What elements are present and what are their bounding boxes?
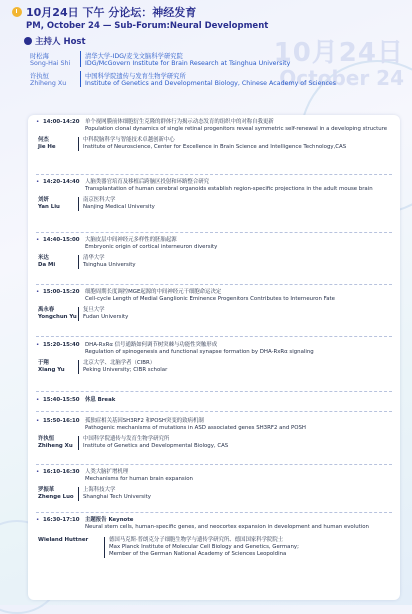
speaker-institution-cn: 清华大学 [83,255,105,262]
divider [36,284,392,285]
session-time: 15:50-16:10 [43,418,80,424]
session-time: 14:20-14:40 [43,179,80,185]
host-heading-label: 主持人 Host [35,37,86,47]
host-name-cn: 时松海 [30,53,49,60]
watermark-line: 10月24日 [273,38,404,68]
speaker-name-cn: 刘妍 [38,197,49,204]
host-name-en: Song-Hai Shi [30,60,71,67]
speaker-institution-en: Institute of Neuroscience, Center for Excellence in Brain Science and Intelligence Technology,CAS [83,144,347,151]
speaker-name-en: Zhiheng Xu [38,442,73,449]
speaker-name-cn: 米达 [38,255,49,262]
speaker-name-cn: 禹永春 [38,307,55,314]
speaker-name-cn: 罗振革 [38,487,55,494]
speaker-name-cn: 许执恒 [38,436,55,443]
speaker-institution-en: Nanjing Medical University [83,204,155,211]
title-row [12,4,402,20]
session-title-en: Transplantation of human cerebral organoids establish region-specific projections in the adult mouse brain [85,186,373,193]
page-header [12,4,404,90]
schedule-panel [28,115,400,600]
session-time: 16:10-16:30 [43,469,80,475]
session-title-en: Neural stem cells, human-specific genes, and neocortex expansion in development and human evolution [85,524,369,531]
speaker-institution-en: Max Planck Institute of Molecular Cell Biology and Genetics, Germany; [109,544,299,551]
speaker-institution-cn: 南京医科大学 [83,197,116,204]
host-name-en: Zhiheng Xu [30,80,67,87]
session-title-en: Pathogenic mechanisms of mutations in ASD associated genes SH3RF2 and POSH [85,425,306,432]
break-item: • 15:40-15:50 休息 Break [36,397,394,404]
speaker-name-en: Yongchun Yu [38,313,77,320]
speaker-name-cn: 何杰 [38,137,49,144]
session-time: 15:20-15:40 [43,342,80,348]
session-time: 14:00-14:20 [43,119,80,125]
speaker-institution-en-2: Member of the German National Academy of Sciences Leopoldina [109,550,287,557]
session-time: 16:30-17:10 [43,517,80,523]
divider [36,174,392,175]
divider [36,512,392,513]
session-title-cn: 人脑类器官培育及移植后跨脑区投射和环路整合研究 [85,179,209,185]
break-label: 休息 Break [85,397,116,403]
speaker-institution-cn: 中国科学院遗传与发育生物学研究所 [83,436,170,443]
host-entry [30,51,402,67]
session-item: • 14:00-14:20 单个视网膜前体细胞衍生克隆的群体行为揭示动态发育的组织中的对称自我更新 Population clonal dynamics of single retinal progenitors reveal symmetric self-renewal in a developing structure 何杰 Jie He 中科院脑科学与智能技术卓越创新中心 Institute of Neuroscience, Center for Excellence in Brain Science and Intelligence Technology,CAS [36,119,394,151]
page-title: 10月24日 下午 分论坛：神经发育 [26,6,197,19]
session-time: 15:00-15:20 [43,289,80,295]
session-item: • 14:20-14:40 人脑类器官培育及移植后跨脑区投射和环路整合研究 Transplantation of human cerebral organoids establish region-specific projections in the adult mouse brain 刘妍 Yan Liu 南京医科大学 Nanjing Medical University [36,179,394,211]
speaker-name-en: Wieland Huttner [38,537,89,544]
session-item: • 15:20-15:40 DHA-RxRα 信号通路如何调节树突棘与功能性突触形成 Regulation of spinogenesis and functional synapse formation by DHA-RxRα signaling 于翔 Xiang Yu 北京大学、北脑学者（CIBR） Peking University; CIBR scholar [36,342,394,374]
session-title-cn: 单个视网膜前体细胞衍生克隆的群体行为揭示动态发育的组织中的对称自我更新 [85,119,274,125]
speaker-institution-en: Fudan University [83,314,129,321]
session-title-en: Regulation of spinogenesis and functional synapse formation by DHA-RxRα signaling [85,349,314,356]
host-institution-en: IDG/McGovern Institute for Brain Research at Tsinghua University [85,60,291,67]
person-icon [24,37,32,45]
session-time: 14:40-15:00 [43,237,80,243]
host-institution-cn: 清华大学-IDG/麦戈文脑科学研究院 [85,53,183,60]
page-subtitle: PM, October 24 — Sub-Forum:Neural Development [26,21,269,31]
host-institution-cn: 中国科学院遗传与发育生物学研究所 [85,73,186,80]
session-item: • 16:30-17:10 主题报告 Keynote Neural stem cells, human-specific genes, and neocortex expansion in development and human evolution Wieland Huttner 德国马克斯·普朗克分子细胞生物学与遗传学研究所、德国国家科学院院士 Max Planck Institute of Molecular Cell Biology and Genetics, Germany; Member of the German National Academy of Sciences Leopoldina [36,517,394,558]
session-title-en: Cell-cycle Length of Medial Ganglionic Eminence Progenitors Contributes to Interneuron Fate [85,296,335,303]
divider [36,336,392,337]
speaker-institution-cn: 上海科技大学 [83,487,116,494]
host-institution-en: Institute of Genetics and Developmental Biology, Chinese Academy of Sciences [85,80,337,87]
speaker-name-en: Yan Liu [38,203,60,210]
speaker-name-cn: 于翔 [38,360,49,367]
host-name-cn: 许执恒 [30,73,49,80]
watermark-line: October 24 [279,66,404,90]
session-title-cn: 孤独症相关基因SH3RF2 和POSH突变的致病机制 [85,418,204,424]
keynote-label: 主题报告 Keynote [85,517,134,523]
speaker-institution-en: Shanghai Tech University [83,494,151,501]
speaker-name-en: Jie He [38,143,56,150]
speaker-name-en: Xiang Yu [38,366,65,373]
divider [36,391,392,392]
session-title-cn: 大脑皮层中间神经元多样性的胚胎起源 [85,237,177,243]
divider [36,464,392,465]
speaker-institution-en: Tsinghua University [83,262,136,269]
speaker-institution-cn: 德国马克斯·普朗克分子细胞生物学与遗传学研究所、德国国家科学院院士 [109,537,284,544]
session-item: • 15:50-16:10 孤独症相关基因SH3RF2 和POSH突变的致病机制 Pathogenic mechanisms of mutations in ASD associated genes SH3RF2 and POSH 许执恒 Zhiheng Xu 中国科学院遗传与发育生物学研究所 Institute of Genetics and Developmental Biology, CAS [36,418,394,450]
speaker-institution-cn: 北京大学、北脑学者（CIBR） [83,360,156,367]
host-heading [24,35,402,47]
speaker-name-en: Zhenge Luo [38,493,74,500]
session-title-cn: 人类大脑扩增机理 [85,469,129,475]
divider [36,411,392,412]
divider [36,232,392,233]
speaker-name-en: Da Mi [38,261,56,268]
speaker-institution-cn: 复旦大学 [83,307,105,314]
session-item: • 16:10-16:30 人类大脑扩增机理 Mechanisms for human brain expansion 罗振革 Zhenge Luo 上海科技大学 Shanghai Tech University [36,469,394,501]
session-title-en: Embryonic origin of cortical interneuron diversity [85,244,218,251]
speaker-institution-cn: 中科院脑科学与智能技术卓越创新中心 [83,137,175,144]
session-item: • 14:40-15:00 大脑皮层中间神经元多样性的胚胎起源 Embryonic origin of cortical interneuron diversity 米达 Da Mi 清华大学 Tsinghua University [36,237,394,269]
speaker-institution-en: Peking University; CIBR scholar [83,367,168,374]
session-title-cn: DHA-RxRα 信号通路如何调节树突棘与功能性突触形成 [85,342,218,348]
session-item: • 15:00-15:20 细胞周期长度调控MGE起源的中间神经元干细胞命运决定 Cell-cycle Length of Medial Ganglionic Eminence Progenitors Contributes to Interneuron Fate 禹永春 Yongchun Yu 复旦大学 Fudan University [36,289,394,321]
session-title-cn: 细胞周期长度调控MGE起源的中间神经元干细胞命运决定 [85,289,222,295]
clock-icon [12,7,22,17]
session-title-en: Mechanisms for human brain expansion [85,476,193,483]
host-entry [30,71,402,87]
session-time: 15:40-15:50 [43,397,80,403]
speaker-institution-en: Institute of Genetics and Developmental Biology, CAS [83,443,229,450]
session-title-en: Population clonal dynamics of single retinal progenitors reveal symmetric self-renewal in a developing structure [85,126,388,133]
